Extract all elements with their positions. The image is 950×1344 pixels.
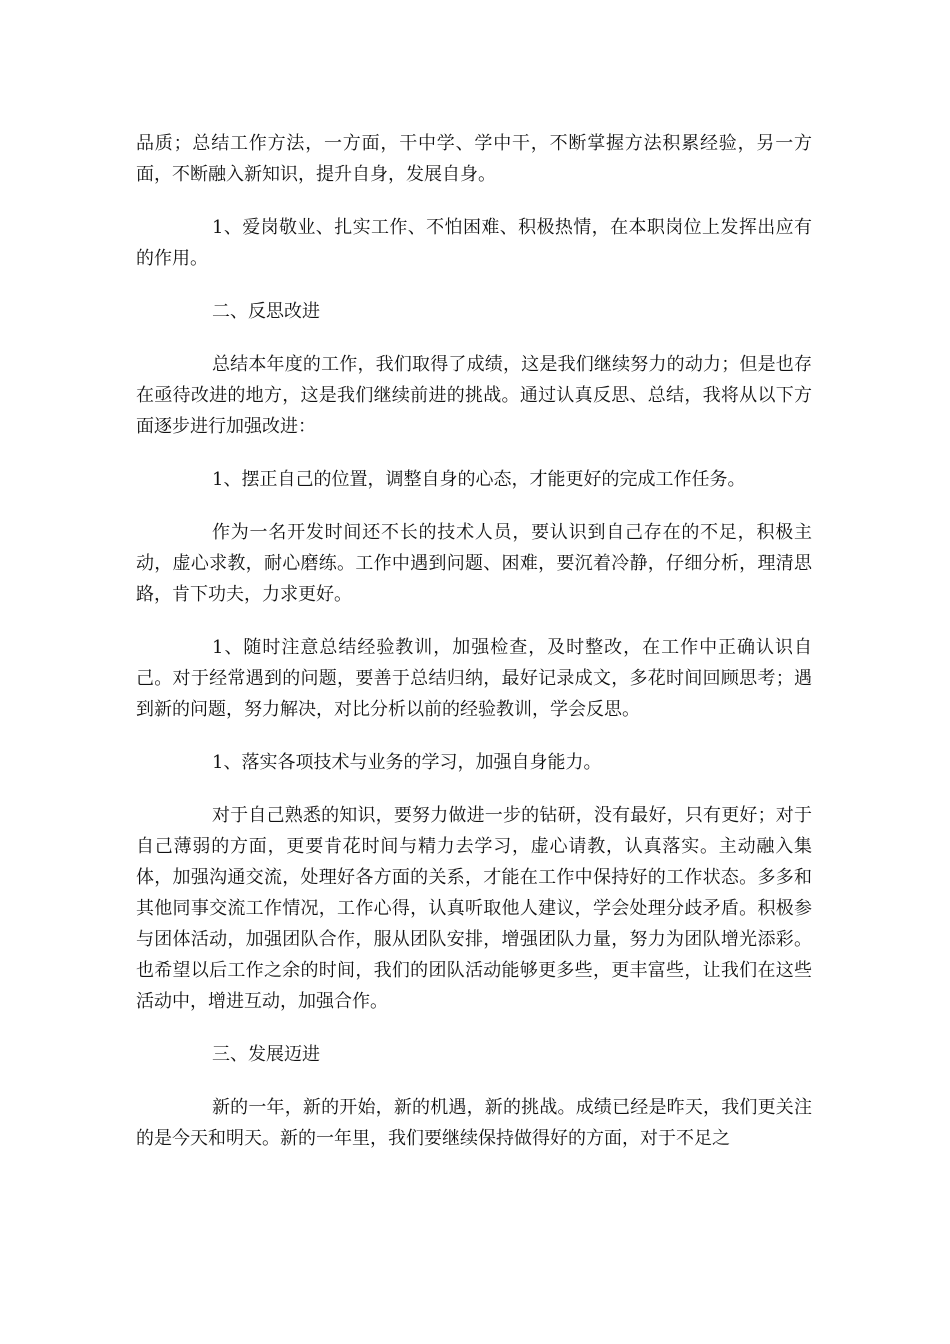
paragraph-4: 1、摆正自己的位置，调整自身的心态，才能更好的完成工作任务。 [212, 469, 746, 490]
paragraph-1: 品质；总结工作方法，一方面，干中学、学中干，不断掌握方法积累经验，另一方面，不断融入新知识，提升自身，发展自身。 [136, 133, 812, 185]
paragraph-8: 对于自己熟悉的知识，要努力做进一步的钻研，没有最好，只有更好；对于自己薄弱的方面，更要肯花时间与精力去学习，虚心请教，认真落实。主动融入集体，加强沟通交流，处理好各方面的关系，才能在工作中保持好的工作状态。多多和其他同事交流工作情况，工作心得，认真听取他人建议，学会处理分歧矛盾。积极参与团体活动，加强团队合作，服从团队安排，增强团队力量，努力为团队增光添彩。也希望以后工作之余的时间，我们的团队活动能够更多些，更丰富些，让我们在这些活动中，增进互动，加强合作。 [136, 805, 812, 1012]
paragraph-3: 总结本年度的工作，我们取得了成绩，这是我们继续努力的动力；但是也存在亟待改进的地方，这是我们继续前进的挑战。通过认真反思、总结，我将从以下方面逐步进行加强改进： [136, 354, 812, 437]
section-heading-2: 二、反思改进 [212, 301, 320, 322]
paragraph-9: 新的一年，新的开始，新的机遇，新的挑战。成绩已经是昨天，我们更关注的是今天和明天。新的一年里，我们要继续保持做得好的方面，对于不足之 [136, 1097, 812, 1149]
document-page [136, 128, 812, 1176]
paragraph-2: 1、爱岗敬业、扎实工作、不怕困难、积极热情，在本职岗位上发挥出应有的作用。 [136, 217, 812, 269]
paragraph-5: 作为一名开发时间还不长的技术人员，要认识到自己存在的不足，积极主动，虚心求教，耐心磨练。工作中遇到问题、困难，要沉着冷静，仔细分析，理清思路，肯下功夫，力求更好。 [136, 522, 812, 605]
paragraph-6: 1、随时注意总结经验教训，加强检查，及时整改，在工作中正确认识自己。对于经常遇到的问题，要善于总结归纳，最好记录成文，多花时间回顾思考；遇到新的问题，努力解决，对比分析以前的经验教训，学会反思。 [136, 637, 812, 720]
paragraph-7: 1、落实各项技术与业务的学习，加强自身能力。 [212, 752, 602, 773]
section-heading-3: 三、发展迈进 [212, 1044, 320, 1065]
